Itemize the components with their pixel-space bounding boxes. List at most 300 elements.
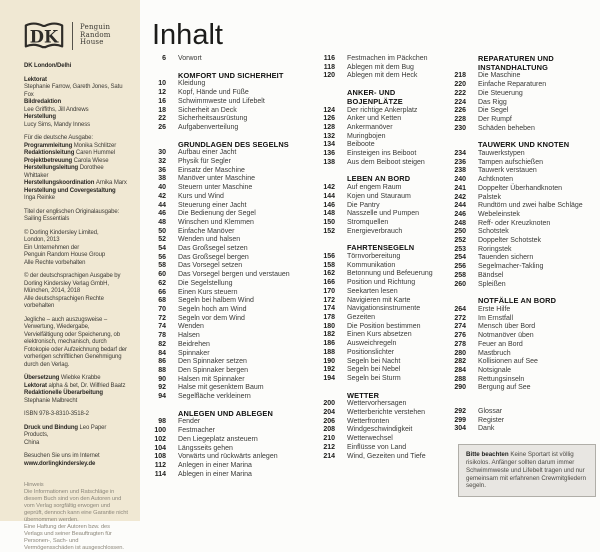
toc-entry xyxy=(152,350,314,359)
toc-entry xyxy=(321,270,449,279)
toc-entry-page: 62 xyxy=(158,279,166,287)
toc-entry xyxy=(152,332,314,341)
toc-entry-page: 60 xyxy=(158,271,166,279)
toc-entry xyxy=(452,176,598,185)
toc-entry xyxy=(452,425,598,434)
toc-entry xyxy=(321,228,449,237)
imprint-name xyxy=(80,24,111,47)
toc-entry-page: 252 xyxy=(454,237,466,245)
toc-entry-label: Stromquellen xyxy=(347,218,389,226)
toc-entry-label: Das Großsegel bergen xyxy=(178,253,249,261)
sidebar-line: Herstellung xyxy=(24,114,56,120)
toc-entry-label: Anker und Ketten xyxy=(347,115,402,123)
sidebar-line: Besuchen Sie uns im Internet xyxy=(24,453,100,459)
toc-entry-page: 54 xyxy=(158,245,166,253)
toc-entry-page: 234 xyxy=(454,150,466,158)
toc-entry-label: Rundtörn und zwei halbe Schläge xyxy=(478,202,583,210)
toc-entry-label: Einfache Manöver xyxy=(178,227,235,235)
toc-entry-page: 288 xyxy=(454,375,466,383)
toc-entry-label: Nasszelle und Pumpen xyxy=(347,210,419,218)
safety-note-label: Bitte beachten xyxy=(466,451,509,459)
toc-entry xyxy=(152,107,314,116)
toc-entry xyxy=(152,149,314,158)
toc-entry-page: 92 xyxy=(158,384,166,392)
toc-entry xyxy=(152,115,314,124)
toc-entry-page: 48 xyxy=(158,218,166,226)
toc-entry-page: 100 xyxy=(154,427,166,435)
toc-entry xyxy=(321,124,449,133)
toc-entry xyxy=(152,445,314,454)
toc-entry-page: 204 xyxy=(323,409,335,417)
toc-entry-label: Den Spinnaker setzen xyxy=(178,358,247,366)
toc-entry xyxy=(152,219,314,228)
toc-entry-page: 260 xyxy=(454,280,466,288)
toc-entry-label: Anlegen in einer Marina xyxy=(178,461,252,469)
toc-entry-page: 138 xyxy=(323,158,335,166)
sidebar-line: Übersetzung Wiebke Krabbe xyxy=(24,375,101,381)
sidebar-line: Penguin Random House Group xyxy=(24,252,106,258)
sidebar-line: China xyxy=(24,439,40,446)
toc-entry-page: 156 xyxy=(323,253,335,261)
toc-entry xyxy=(452,107,598,116)
toc-section xyxy=(452,408,598,434)
sidebar-line: Für die deutsche Ausgabe: xyxy=(24,135,93,141)
toc-entry xyxy=(152,315,314,324)
toc-entry xyxy=(152,98,314,107)
toc-entry-label: Die Position bestimmen xyxy=(347,322,421,330)
toc-entry-page: 253 xyxy=(454,245,466,253)
toc-entry xyxy=(321,426,449,435)
toc-entry xyxy=(152,358,314,367)
toc-entry xyxy=(152,471,314,480)
toc-entry xyxy=(321,435,449,444)
toc-entry xyxy=(152,184,314,193)
toc-entry-page: 12 xyxy=(158,89,166,97)
toc-entry xyxy=(152,367,314,376)
toc-entry-label: Tampen aufschießen xyxy=(478,158,543,166)
toc-entry-page: 272 xyxy=(454,314,466,322)
toc-entry xyxy=(152,89,314,98)
toc-entry xyxy=(452,237,598,246)
toc-entry-label: Beidrehen xyxy=(178,340,210,348)
toc-entry-page: 124 xyxy=(323,106,335,114)
toc-entry-page: 72 xyxy=(158,314,166,322)
toc-entry-label: Wetterfronten xyxy=(347,417,390,425)
toc-entry-label: Auf engem Raum xyxy=(347,184,402,192)
toc-entry-label: Doppelter Überhandknoten xyxy=(478,184,563,192)
toc-entry-label: Betonnung und Befeuerung xyxy=(347,270,433,278)
toc-entry xyxy=(452,323,598,332)
toc-entry-label: Achtknoten xyxy=(478,176,514,184)
toc-entry xyxy=(321,409,449,418)
toc-entry-label: Ablegen mit dem Heck xyxy=(347,72,418,80)
toc-entry xyxy=(152,289,314,298)
toc-entry-page: 254 xyxy=(454,254,466,262)
toc-entry xyxy=(452,228,598,237)
toc-entry-page: 90 xyxy=(158,375,166,383)
toc-entry-label: Kopf, Hände und Füße xyxy=(178,89,249,97)
toc-entry xyxy=(152,393,314,402)
toc-entry xyxy=(152,462,314,471)
toc-entry xyxy=(321,314,449,323)
toc-entry-page: 66 xyxy=(158,288,166,296)
toc-entry-label: Tauwerkstypen xyxy=(478,150,525,158)
toc-entry-label: Gezeiten xyxy=(347,313,376,321)
toc-entry-label: Notsignale xyxy=(478,366,512,374)
toc-entry xyxy=(152,384,314,393)
toc-entry-label: Der Rumpf xyxy=(478,115,512,123)
toc-entry-label: Seekarten lesen xyxy=(347,287,398,295)
toc-entry xyxy=(321,150,449,159)
toc-entry xyxy=(152,193,314,202)
toc-entry-page: 108 xyxy=(154,453,166,461)
toc-entry-label: Reff- oder Kreuzknoten xyxy=(478,219,551,227)
toc-entry-label: Segeln bei halbem Wind xyxy=(178,297,254,305)
toc-entry-label: Wetterberichte verstehen xyxy=(347,409,426,417)
sidebar-line: Stephanie Farrow, Gareth Jones, Satu Fox xyxy=(24,84,123,98)
toc-entry-label: Roringstek xyxy=(478,245,512,253)
toc-entry xyxy=(321,349,449,358)
toc-entry xyxy=(452,99,598,108)
toc-entry xyxy=(321,279,449,288)
toc-entry xyxy=(452,315,598,324)
toc-entry-page: 210 xyxy=(323,435,335,443)
toc-entry-page: 222 xyxy=(454,89,466,97)
toc-entry xyxy=(321,400,449,409)
toc-entry xyxy=(152,341,314,350)
toc-section xyxy=(152,141,314,402)
toc-entry xyxy=(452,341,598,350)
toc-entry xyxy=(321,253,449,262)
toc-entry-page: 282 xyxy=(454,358,466,366)
sidebar-line: Lee Griffiths, Jill Andrews xyxy=(24,106,89,113)
toc-entry-page: 88 xyxy=(158,366,166,374)
toc-entry-label: Einsteigen ins Beiboot xyxy=(347,150,417,158)
toc-section-heading: LEBEN AN BORD xyxy=(347,174,411,184)
toc-section xyxy=(452,297,598,393)
toc-section xyxy=(321,244,449,383)
sidebar-line: ISBN 978-3-8310-3518-2 xyxy=(24,411,89,417)
toc-entry-page: 166 xyxy=(323,279,335,287)
toc-entry-page: 182 xyxy=(323,331,335,339)
toc-entry-label: Wenden und halsen xyxy=(178,236,241,244)
toc-entry-page: 142 xyxy=(323,184,335,192)
toc-entry-page: 40 xyxy=(158,184,166,192)
toc-entry xyxy=(321,133,449,142)
toc-entry xyxy=(152,306,314,315)
toc-entry-label: Ablegen in einer Marina xyxy=(178,470,252,478)
toc-entry-page: 280 xyxy=(454,349,466,357)
toc-entry-page: 162 xyxy=(323,270,335,278)
sidebar-website xyxy=(24,453,128,468)
toc-entry-page: 278 xyxy=(454,340,466,348)
contents-page xyxy=(140,0,600,521)
toc-entry-page: 186 xyxy=(323,340,335,348)
toc-entry-page: 56 xyxy=(158,253,166,261)
toc-entry xyxy=(152,323,314,332)
toc-entry-label: Feuer an Bord xyxy=(478,340,523,348)
toc-entry-label: Kommunikation xyxy=(347,261,396,269)
toc-entry-label: Das Großsegel setzen xyxy=(178,245,248,253)
imprint-line: House xyxy=(80,38,104,47)
toc-entry-label: Spinnaker xyxy=(178,349,210,357)
toc-entry xyxy=(152,254,314,263)
toc-entry-page: 6 xyxy=(162,55,166,62)
toc-entry-page: 38 xyxy=(158,175,166,183)
logo-divider xyxy=(72,22,73,50)
toc-entry-page: 78 xyxy=(158,332,166,340)
toc-entry-page: 114 xyxy=(154,470,166,478)
toc-entry-label: Einflüsse von Land xyxy=(347,443,407,451)
toc-entry-page: 299 xyxy=(454,416,466,424)
toc-entry xyxy=(452,194,598,203)
toc-entry xyxy=(321,453,449,462)
toc-entry-label: Halsen mit Spinnaker xyxy=(178,375,245,383)
toc-entry xyxy=(321,297,449,306)
sidebar-line: London, 2013 xyxy=(24,237,60,243)
toc-entry xyxy=(321,202,449,211)
toc-entry-page: 192 xyxy=(323,366,335,374)
toc-entry-label: Im Ernstfall xyxy=(478,314,514,322)
toc-column-3 xyxy=(452,55,598,497)
toc-entry xyxy=(321,107,449,116)
toc-entry xyxy=(152,202,314,211)
sidebar-line: vorbehalten xyxy=(24,303,55,309)
toc-entry-page: 152 xyxy=(323,227,335,235)
toc-entry xyxy=(321,418,449,427)
toc-entry xyxy=(452,246,598,255)
toc-entry xyxy=(152,418,314,427)
toc-entry-label: Sicherheit an Deck xyxy=(178,106,237,114)
toc-entry-page: 194 xyxy=(323,374,335,382)
toc-entry-label: Kollisionen auf See xyxy=(478,358,538,366)
toc-entry-page: 178 xyxy=(323,313,335,321)
toc-column-2 xyxy=(321,55,449,461)
toc-entry-page: 102 xyxy=(154,435,166,443)
toc-section-heading: GRUNDLAGEN DES SEGELNS xyxy=(178,139,289,149)
toc-entry xyxy=(452,358,598,367)
toc-entry-page: 241 xyxy=(454,184,466,192)
toc-entry-page: 250 xyxy=(454,228,466,236)
toc-entry xyxy=(321,366,449,375)
toc-entry xyxy=(321,159,449,168)
toc-entry xyxy=(452,125,598,134)
toc-entry-page: 292 xyxy=(454,408,466,416)
toc-section-heading: NOTFÄLLE AN BORD xyxy=(478,296,557,306)
toc-entry xyxy=(321,375,449,384)
dk-book-icon xyxy=(24,20,64,51)
sidebar-credits-german xyxy=(24,135,128,203)
toc-entry xyxy=(321,305,449,314)
toc-entry-label: Palstek xyxy=(478,193,501,201)
toc-entry-label: Halsen xyxy=(178,332,200,340)
toc-entry xyxy=(452,72,598,81)
toc-entry-label: Spleißen xyxy=(478,280,506,288)
toc-entry xyxy=(152,210,314,219)
sidebar-line: München, 2014, 2018 xyxy=(24,288,81,294)
toc-entry-page: 58 xyxy=(158,262,166,270)
toc-entry xyxy=(152,158,314,167)
toc-entry-page: 230 xyxy=(454,124,466,132)
toc-entry xyxy=(452,167,598,176)
toc-entry-label: Aufbau einer Jacht xyxy=(178,149,237,157)
toc-entry-label: Einen Kurs absetzen xyxy=(347,331,412,339)
toc-entry-page: 148 xyxy=(323,210,335,218)
toc-entry-label: Segelfläche verkleinern xyxy=(178,393,251,401)
toc-entry-label: Einen Kurs steuern xyxy=(178,288,238,296)
toc-entry-label: Steuerung einer Jacht xyxy=(178,201,247,209)
sidebar-line: Alle Rechte vorbehalten xyxy=(24,259,86,266)
dk-logo-letters: DK xyxy=(29,27,59,47)
toc-entry-page: 126 xyxy=(323,115,335,123)
toc-entry-page: 248 xyxy=(454,219,466,227)
toc-entry xyxy=(321,184,449,193)
toc-entry xyxy=(452,116,598,125)
toc-entry-page: 10 xyxy=(158,80,166,88)
sidebar-copyright-german xyxy=(24,273,128,311)
toc-entry-label: Segelmacher-Takling xyxy=(478,263,544,271)
toc-entry xyxy=(152,427,314,436)
toc-entry-label: Physik für Segler xyxy=(178,158,231,166)
toc-entry xyxy=(452,202,598,211)
toc-entry-page: 116 xyxy=(323,55,335,62)
toc-entry xyxy=(452,90,598,99)
toc-entry-page: 132 xyxy=(323,132,335,140)
toc-entry-page: 190 xyxy=(323,357,335,365)
toc-entry-page: 32 xyxy=(158,158,166,166)
toc-section xyxy=(321,89,449,167)
toc-entry-label: Vorwort xyxy=(178,55,202,62)
sidebar-line: © Dorling Kindersley Limited, xyxy=(24,229,99,236)
toc-entry-page: 16 xyxy=(158,97,166,105)
sidebar-line: Lektorat xyxy=(24,76,47,83)
toc-entry xyxy=(152,297,314,306)
toc-entry-page: 212 xyxy=(323,443,335,451)
toc-entry-label: Windgeschwindigkeit xyxy=(347,426,413,434)
toc-entry-label: Sicherheitsausrüstung xyxy=(178,115,248,123)
toc-entry-page: 180 xyxy=(323,322,335,330)
toc-entry xyxy=(321,115,449,124)
toc-section-heading: REPARATUREN UND xyxy=(478,54,554,63)
toc-section-heading: FAHRTENSEGELN xyxy=(347,243,415,253)
toc-entry xyxy=(452,254,598,263)
toc-entry-page: 120 xyxy=(323,72,335,80)
toc-entry-page: 264 xyxy=(454,305,466,313)
toc-entry-label: Vorwärts und rückwärts anlegen xyxy=(178,453,278,461)
toc-entry-page: 172 xyxy=(323,296,335,304)
toc-entry xyxy=(152,245,314,254)
toc-entry-label: Das Vorsegel bergen und verstauen xyxy=(178,271,290,279)
toc-section-heading: INSTANDHALTUNG xyxy=(478,62,548,72)
toc-entry-page: 208 xyxy=(323,426,335,434)
toc-entry-label: Wenden xyxy=(178,323,204,331)
toc-entry-label: Törnvorbereitung xyxy=(347,253,401,261)
sidebar-line: Programmleitung Monika Schlitzer xyxy=(24,142,117,149)
toc-entry xyxy=(452,350,598,359)
sidebar-line: Druck und Bindung Leo Paper Products, xyxy=(24,424,107,438)
toc-entry-label: Segeln bei Nebel xyxy=(347,366,401,374)
sidebar-line: Hinweis xyxy=(24,482,44,488)
toc-entry xyxy=(452,263,598,272)
sidebar-isbn xyxy=(24,411,128,419)
toc-entry-label: Aufgabenverteilung xyxy=(178,123,239,131)
sidebar-printing xyxy=(24,425,128,448)
toc-entry xyxy=(152,175,314,184)
toc-entry xyxy=(321,55,449,64)
toc-entry-label: Längsseits gehen xyxy=(178,444,233,452)
toc-entry xyxy=(152,167,314,176)
toc-entry-page: 36 xyxy=(158,166,166,174)
toc-entry-label: Tauenden sichern xyxy=(478,254,534,262)
sidebar-line: Inga Reinke xyxy=(24,195,55,201)
toc-entry-page: 276 xyxy=(454,332,466,340)
toc-entry-page: 84 xyxy=(158,349,166,357)
toc-entry-label: Die Pantry xyxy=(347,201,380,209)
safety-note-text: Keine Sportart ist völlig risikolos. Anfänger sollten darum immer Schwimmweste und Lifebelt tragen und nur gemeinsam mit erfahrenen Crewmitgliedern segeln. xyxy=(466,451,587,490)
toc-entry-label: Die Steuerung xyxy=(478,89,523,97)
sidebar-disclaimer xyxy=(24,482,128,552)
toc-entry-label: Register xyxy=(478,416,505,424)
toc-entry-page: 246 xyxy=(454,210,466,218)
page-title: Inhalt xyxy=(152,19,223,51)
sidebar-line: Die Informationen und Ratschläge in diesem Buch sind von den Autoren und vom Verlag sorgfältig erwogen und geprüft, dennoch kann eine Garantie nicht übernommen werden. xyxy=(24,489,128,523)
toc-entry-label: Ablegen mit dem Bug xyxy=(347,63,414,71)
toc-entry xyxy=(452,376,598,385)
toc-section xyxy=(452,55,598,133)
toc-entry xyxy=(452,81,598,90)
sidebar-line: Lektorat alpha & bet, Dr. Wilfried Baatz xyxy=(24,382,126,389)
sidebar-line: Redaktionsleitung Caren Hummel xyxy=(24,150,116,156)
sidebar-line: Herstellung und Covergestaltung xyxy=(24,187,116,194)
toc-entry xyxy=(152,262,314,271)
toc-entry-label: Webeleinstek xyxy=(478,210,520,218)
toc-entry-page: 68 xyxy=(158,297,166,305)
toc-entry-page: 170 xyxy=(323,287,335,295)
toc-entry-label: Winschen und Klemmen xyxy=(178,218,254,226)
toc-entry-page: 52 xyxy=(158,236,166,244)
sidebar-line: Sailing Essentials xyxy=(24,216,70,222)
toc-entry-label: Bändsel xyxy=(478,271,504,279)
toc-entry-page: 214 xyxy=(323,452,335,460)
toc-entry-page: 290 xyxy=(454,384,466,392)
toc-entry xyxy=(321,64,449,73)
toc-entry-page: 42 xyxy=(158,192,166,200)
toc-entry-label: Schäden beheben xyxy=(478,124,535,132)
sidebar-line: Dorling Kindersley Verlag GmbH, xyxy=(24,280,109,287)
toc-entry-label: Mastbruch xyxy=(478,349,511,357)
toc-entry xyxy=(321,358,449,367)
toc-section xyxy=(321,175,449,236)
toc-entry-page: 136 xyxy=(323,150,335,158)
toc-entry xyxy=(452,332,598,341)
toc-entry-page: 174 xyxy=(323,305,335,313)
toc-entry-page: 82 xyxy=(158,340,166,348)
toc-entry-label: Schotstek xyxy=(478,228,509,236)
toc-entry-label: Die Segelstellung xyxy=(178,279,233,287)
dk-penguin-random-house-logo xyxy=(24,20,128,51)
toc-entry-page: 150 xyxy=(323,218,335,226)
colophon-sidebar xyxy=(0,0,140,551)
toc-section-heading: WETTER xyxy=(347,390,380,400)
toc-section xyxy=(152,72,314,133)
sidebar-copyright-uk xyxy=(24,230,128,268)
toc-entry-label: Position und Richtung xyxy=(347,279,416,287)
toc-entry xyxy=(321,323,449,332)
toc-entry-label: Einsatz der Maschine xyxy=(178,166,245,174)
toc-entry-label: Fender xyxy=(178,418,201,426)
toc-entry-label: Aus dem Beiboot steigen xyxy=(347,158,425,166)
toc-entry xyxy=(321,444,449,453)
